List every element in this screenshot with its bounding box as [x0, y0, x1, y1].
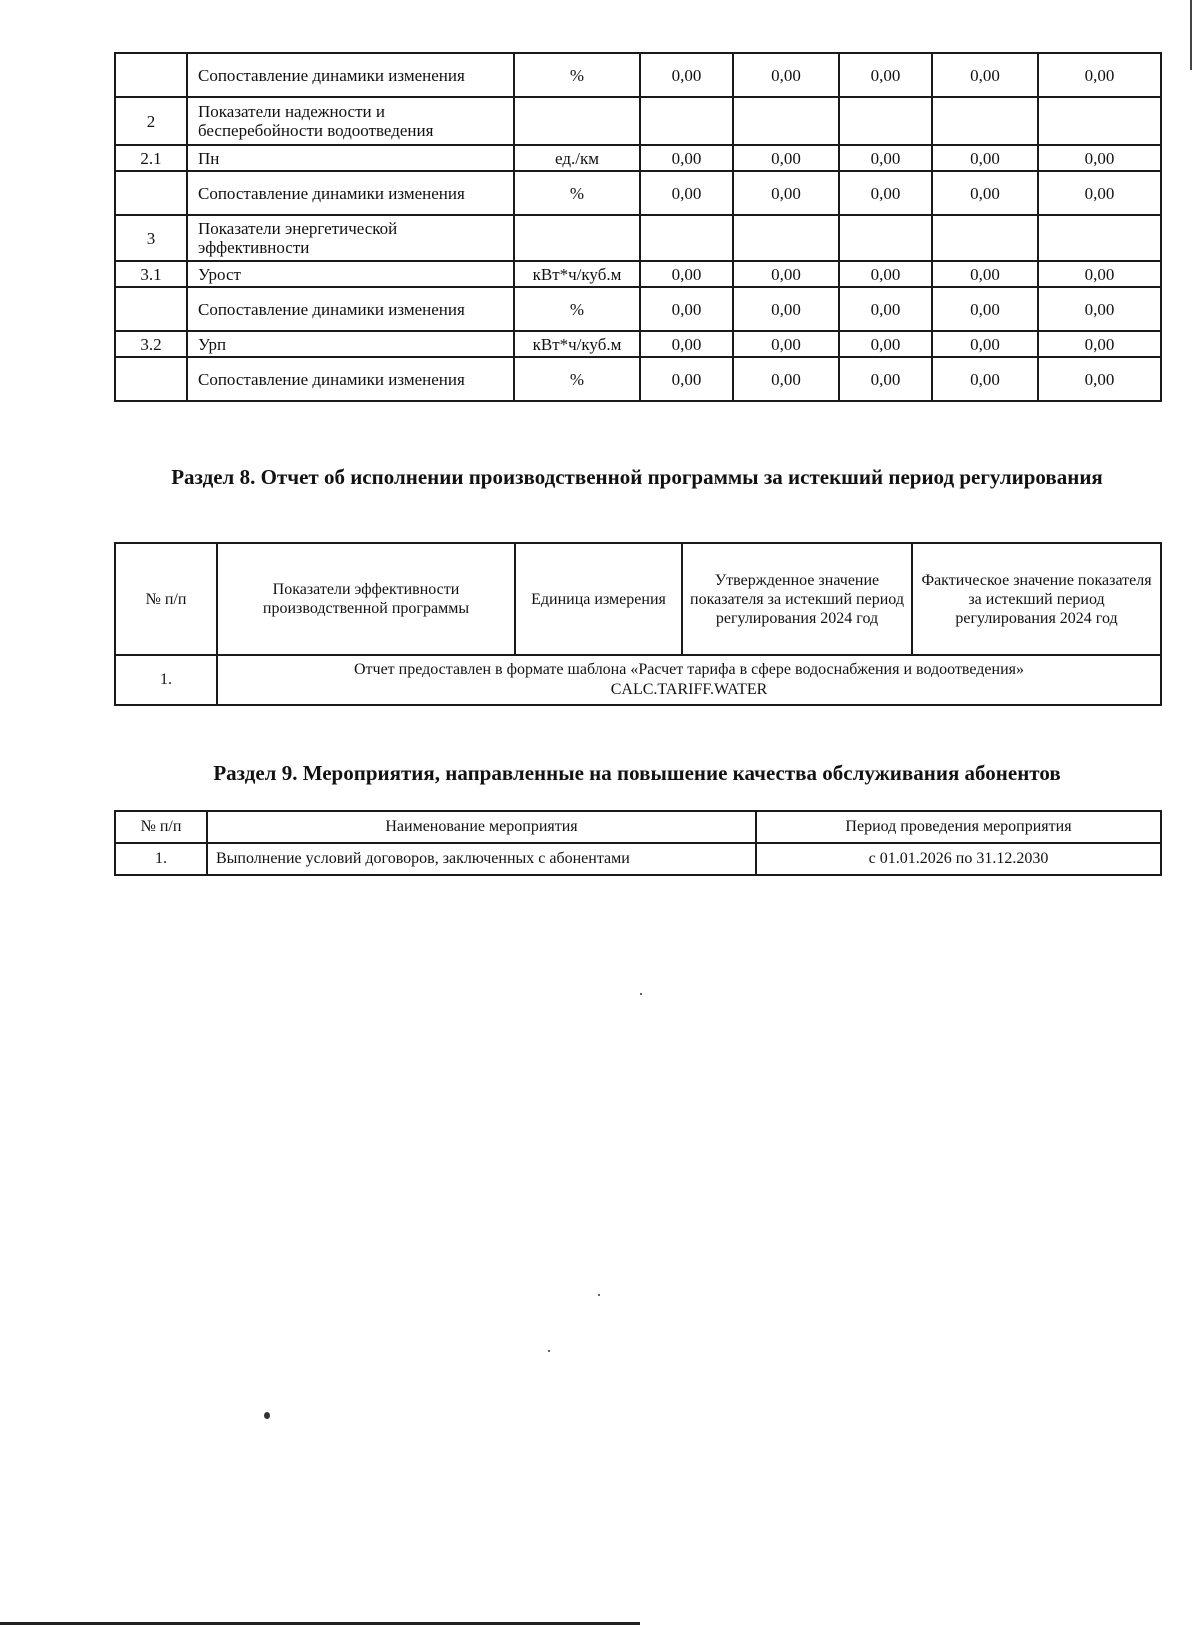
header-actual: Фактическое значение показателя за истекший период регулирования 2024 год — [912, 543, 1161, 655]
value-cell — [1038, 97, 1161, 145]
unit-cell: ед./км — [514, 145, 640, 171]
value-cell — [932, 215, 1038, 261]
indicator-name: Показатели энергетической эффективности — [187, 215, 514, 261]
table-row — [115, 97, 1161, 145]
unit-cell: % — [514, 287, 640, 331]
indicator-name: Сопоставление динамики изменения — [187, 171, 514, 215]
header-indicator: Показатели эффективности производственной программы — [217, 543, 515, 655]
table-row — [115, 331, 1161, 357]
table-row — [115, 53, 1161, 97]
scan-edge-line — [1190, 0, 1192, 70]
value-cell: 0,00 — [640, 331, 733, 357]
value-cell: 0,00 — [1038, 53, 1161, 97]
value-cell: 0,00 — [733, 287, 839, 331]
indicator-name: Урост — [187, 261, 514, 287]
unit-cell: % — [514, 171, 640, 215]
value-cell: 0,00 — [1038, 287, 1161, 331]
header-num: № п/п — [115, 811, 207, 843]
table-row — [115, 215, 1161, 261]
unit-cell — [514, 97, 640, 145]
value-cell: 0,00 — [839, 287, 932, 331]
header-name: Наименование мероприятия — [207, 811, 756, 843]
section-8-title: Раздел 8. Отчет об исполнении производственной программы за истекший период регулирования — [171, 465, 1103, 489]
value-cell: 0,00 — [839, 357, 932, 401]
value-cell — [640, 97, 733, 145]
value-cell: 0,00 — [1038, 357, 1161, 401]
value-cell: 0,00 — [932, 145, 1038, 171]
value-cell — [1038, 215, 1161, 261]
value-cell: 0,00 — [640, 287, 733, 331]
value-cell: 0,00 — [839, 53, 932, 97]
unit-cell: кВт*ч/куб.м — [514, 331, 640, 357]
value-cell: 0,00 — [932, 261, 1038, 287]
value-cell — [839, 97, 932, 145]
value-cell: 0,00 — [1038, 261, 1161, 287]
value-cell: 0,00 — [932, 287, 1038, 331]
indicator-name: Сопоставление динамики изменения — [187, 53, 514, 97]
row-num: 3.1 — [115, 261, 187, 287]
scan-speck — [264, 1412, 270, 1419]
indicators-table — [114, 52, 1162, 402]
unit-cell: кВт*ч/куб.м — [514, 261, 640, 287]
value-cell: 0,00 — [733, 331, 839, 357]
indicator-name: Показатели надежности и бесперебойности водоотведения — [187, 97, 514, 145]
row-num: 1. — [115, 655, 217, 705]
value-cell: 0,00 — [1038, 171, 1161, 215]
measures-table — [114, 810, 1162, 876]
header-num: № п/п — [115, 543, 217, 655]
row-num — [115, 53, 187, 97]
table-row — [115, 261, 1161, 287]
program-report-table — [114, 542, 1162, 706]
value-cell: 0,00 — [733, 53, 839, 97]
indicator-name: Сопоставление динамики изменения — [187, 287, 514, 331]
value-cell: 0,00 — [640, 53, 733, 97]
measure-name: Выполнение условий договоров, заключенных с абонентами — [207, 843, 756, 875]
value-cell — [640, 215, 733, 261]
value-cell: 0,00 — [839, 171, 932, 215]
table-row — [115, 145, 1161, 171]
header-unit: Единица измерения — [515, 543, 682, 655]
row-num: 1. — [115, 843, 207, 875]
measure-period: с 01.01.2026 по 31.12.2030 — [756, 843, 1161, 875]
value-cell: 0,00 — [932, 53, 1038, 97]
unit-cell: % — [514, 357, 640, 401]
value-cell: 0,00 — [1038, 331, 1161, 357]
value-cell: 0,00 — [640, 171, 733, 215]
value-cell: 0,00 — [733, 357, 839, 401]
row-num: 2 — [115, 97, 187, 145]
scan-speck — [548, 1350, 550, 1352]
row-num: 3 — [115, 215, 187, 261]
value-cell: 0,00 — [839, 261, 932, 287]
indicator-name: Пн — [187, 145, 514, 171]
report-note — [217, 655, 1161, 705]
scan-speck — [598, 1294, 600, 1296]
value-cell: 0,00 — [932, 171, 1038, 215]
row-num: 3.2 — [115, 331, 187, 357]
scan-edge-line — [0, 1622, 640, 1625]
row-num — [115, 357, 187, 401]
value-cell — [932, 97, 1038, 145]
value-cell — [733, 97, 839, 145]
table-header-row — [115, 811, 1161, 843]
section-9-title: Раздел 9. Мероприятия, направленные на повышение качества обслуживания абонентов — [213, 761, 1061, 785]
indicator-name: Сопоставление динамики изменения — [187, 357, 514, 401]
value-cell: 0,00 — [932, 331, 1038, 357]
header-period: Период проведения мероприятия — [756, 811, 1161, 843]
row-num: 2.1 — [115, 145, 187, 171]
table-row — [115, 357, 1161, 401]
value-cell: 0,00 — [1038, 145, 1161, 171]
table-row — [115, 655, 1161, 705]
unit-cell — [514, 215, 640, 261]
row-num — [115, 287, 187, 331]
value-cell: 0,00 — [640, 261, 733, 287]
value-cell: 0,00 — [640, 357, 733, 401]
value-cell: 0,00 — [932, 357, 1038, 401]
value-cell: 0,00 — [733, 261, 839, 287]
indicator-name: Урп — [187, 331, 514, 357]
value-cell: 0,00 — [839, 331, 932, 357]
table-row — [115, 171, 1161, 215]
value-cell: 0,00 — [640, 145, 733, 171]
table-header-row — [115, 543, 1161, 655]
value-cell — [733, 215, 839, 261]
report-note-line-2: CALC.TARIFF.WATER — [610, 681, 768, 698]
value-cell: 0,00 — [733, 145, 839, 171]
value-cell: 0,00 — [733, 171, 839, 215]
table-row — [115, 843, 1161, 875]
header-approved: Утвержденное значение показателя за истекший период регулирования 2024 год — [682, 543, 912, 655]
report-note-line-1: Отчет предоставлен в формате шаблона «Расчет тарифа в сфере водоснабжения и водоотведения» — [353, 661, 1025, 678]
row-num — [115, 171, 187, 215]
unit-cell: % — [514, 53, 640, 97]
value-cell: 0,00 — [839, 145, 932, 171]
scan-speck — [640, 993, 642, 995]
indicators-table-body — [115, 53, 1161, 401]
value-cell — [839, 215, 932, 261]
table-row — [115, 287, 1161, 331]
